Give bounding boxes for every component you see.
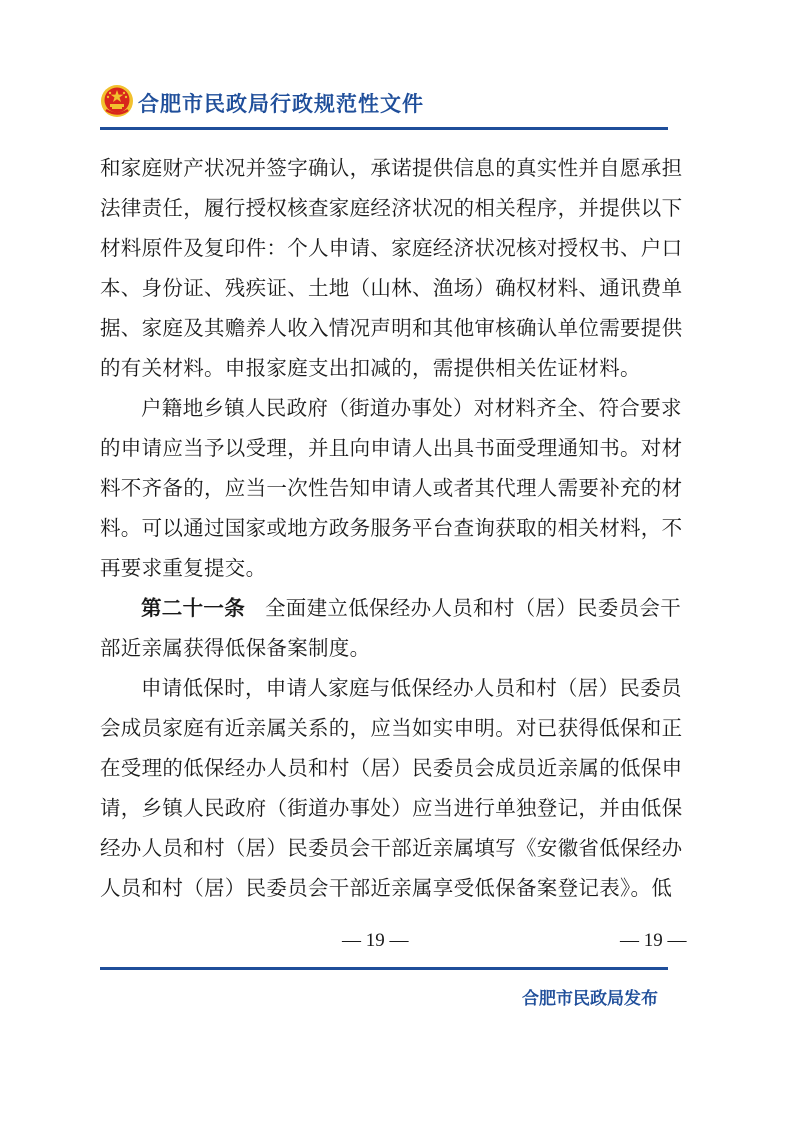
body-line: 法律责任，履行授权核查家庭经济状况的相关程序，并提供以下 [100,196,683,220]
body-line: 户籍地乡镇人民政府（街道办事处）对材料齐全、符合要求 [141,396,682,420]
body-line: 在受理的低保经办人员和村（居）民委员会成员近亲属的低保申 [100,756,683,780]
national-emblem-icon [100,84,134,118]
body-line: 申请低保时，申请人家庭与低保经办人员和村（居）民委员 [141,676,682,700]
body-line: 本、身份证、残疾证、土地（山林、渔场）确权材料、通讯费单 [100,276,683,300]
article-line [100,588,694,628]
document-body [100,148,694,908]
body-line: 会成员家庭有近亲属关系的，应当如实申明。对已获得低保和正 [100,716,683,740]
page-number-center: — 19 — [342,930,409,951]
body-line: 人员和村（居）民委员会干部近亲属享受低保备案登记表》。低 [100,876,673,900]
header-divider [100,127,668,130]
body-line: 据、家庭及其赡养人收入情况声明和其他审核确认单位需要提供 [100,316,683,340]
document-header [100,84,668,128]
body-line: 料不齐备的，应当一次性告知申请人或者其代理人需要补充的材 [100,476,683,500]
body-line: 材料原件及复印件：个人申请、家庭经济状况核对授权书、户口 [100,236,683,260]
body-line: 料。可以通过国家或地方政务服务平台查询获取的相关材料，不 [100,516,683,540]
header-title: 合肥市民政局行政规范性文件 [138,92,424,116]
article-text: 全面建立低保经办人员和村（居）民委员会干 [265,596,681,620]
body-line: 的有关材料。申报家庭支出扣减的，需提供相关佐证材料。 [100,356,641,380]
body-line: 请，乡镇人民政府（街道办事处）应当进行单独登记，并由低保 [100,796,683,820]
body-line: 部近亲属获得低保备案制度。 [100,636,371,660]
footer-publisher: 合肥市民政局发布 [522,989,658,1009]
body-line: 再要求重复提交。 [100,556,267,580]
page-number-area [100,930,694,960]
body-line: 的申请应当予以受理，并且向申请人出具书面受理通知书。对材 [100,436,683,460]
article-number: 第二十一条 [141,596,245,620]
page-number-right: — 19 — [620,930,687,951]
body-line: 经办人员和村（居）民委员会干部近亲属填写《安徽省低保经办 [100,836,683,860]
body-line: 和家庭财产状况并签字确认，承诺提供信息的真实性并自愿承担 [100,156,683,180]
footer-divider [100,967,668,970]
